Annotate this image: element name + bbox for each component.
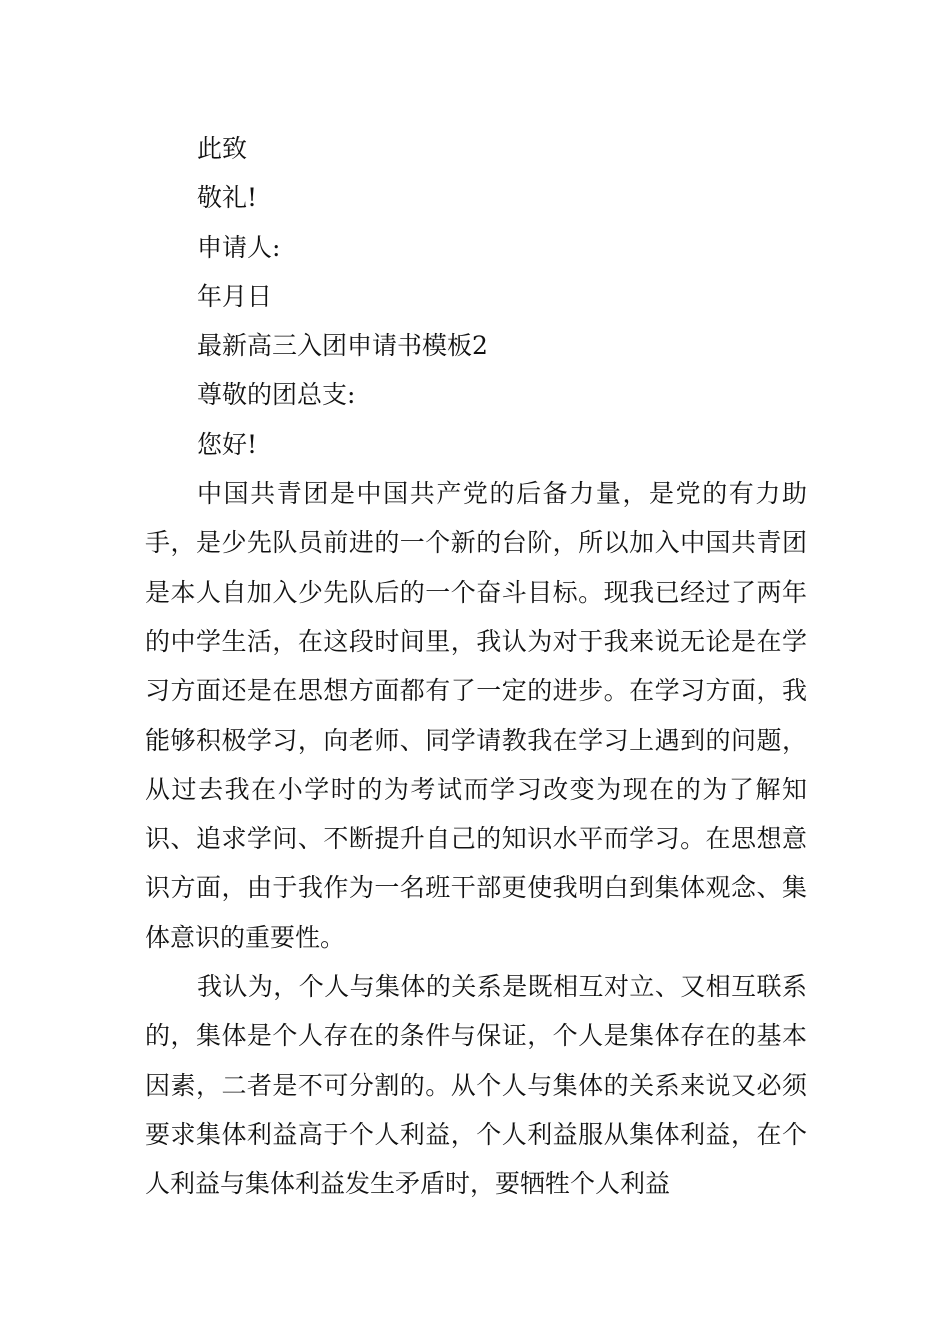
addressee: 尊敬的团总支:: [197, 380, 356, 410]
section-heading: 最新高三入团申请书模板2: [197, 331, 488, 361]
closing-salutation: 此致: [197, 134, 248, 163]
body-paragraph: 我认为，个人与集体的关系是既相互对立、又相互联系的，集体是个人存在的条件与保证，个人是集体存在的基本因素，二者是不可分割的。从个人与集体的关系来说又必须要求集体利益高于个人利益，个人利益服从集体利益，在个人利益与集体利益发生矛盾时，要牺牲个人利益: [145, 972, 807, 1199]
document-body: [145, 124, 807, 1209]
closing-respect: 敬礼!: [197, 183, 258, 213]
applicant-label: 申请人:: [197, 232, 281, 262]
date-line: 年月日: [197, 281, 273, 311]
body-paragraph: 中国共青团是中国共产党的后备力量，是党的有力助手，是少先队员前进的一个新的台阶，所以加入中国共青团是本人自加入少先队后的一个奋斗目标。现我已经过了两年的中学生活，在这段时间里，我认为对于我来说无论是在学习方面还是在思想方面都有了一定的进步。在学习方面，我能够积极学习，向老师、同学请教我在学习上遇到的问题，从过去我在小学时的为考试而学习改变为现在的为了解知识、追求学问、不断提升自己的知识水平而学习。在思想意识方面，由于我作为一名班干部更使我明白到集体观念、集体意识的重要性。: [145, 479, 807, 952]
greeting: 您好!: [197, 429, 258, 459]
